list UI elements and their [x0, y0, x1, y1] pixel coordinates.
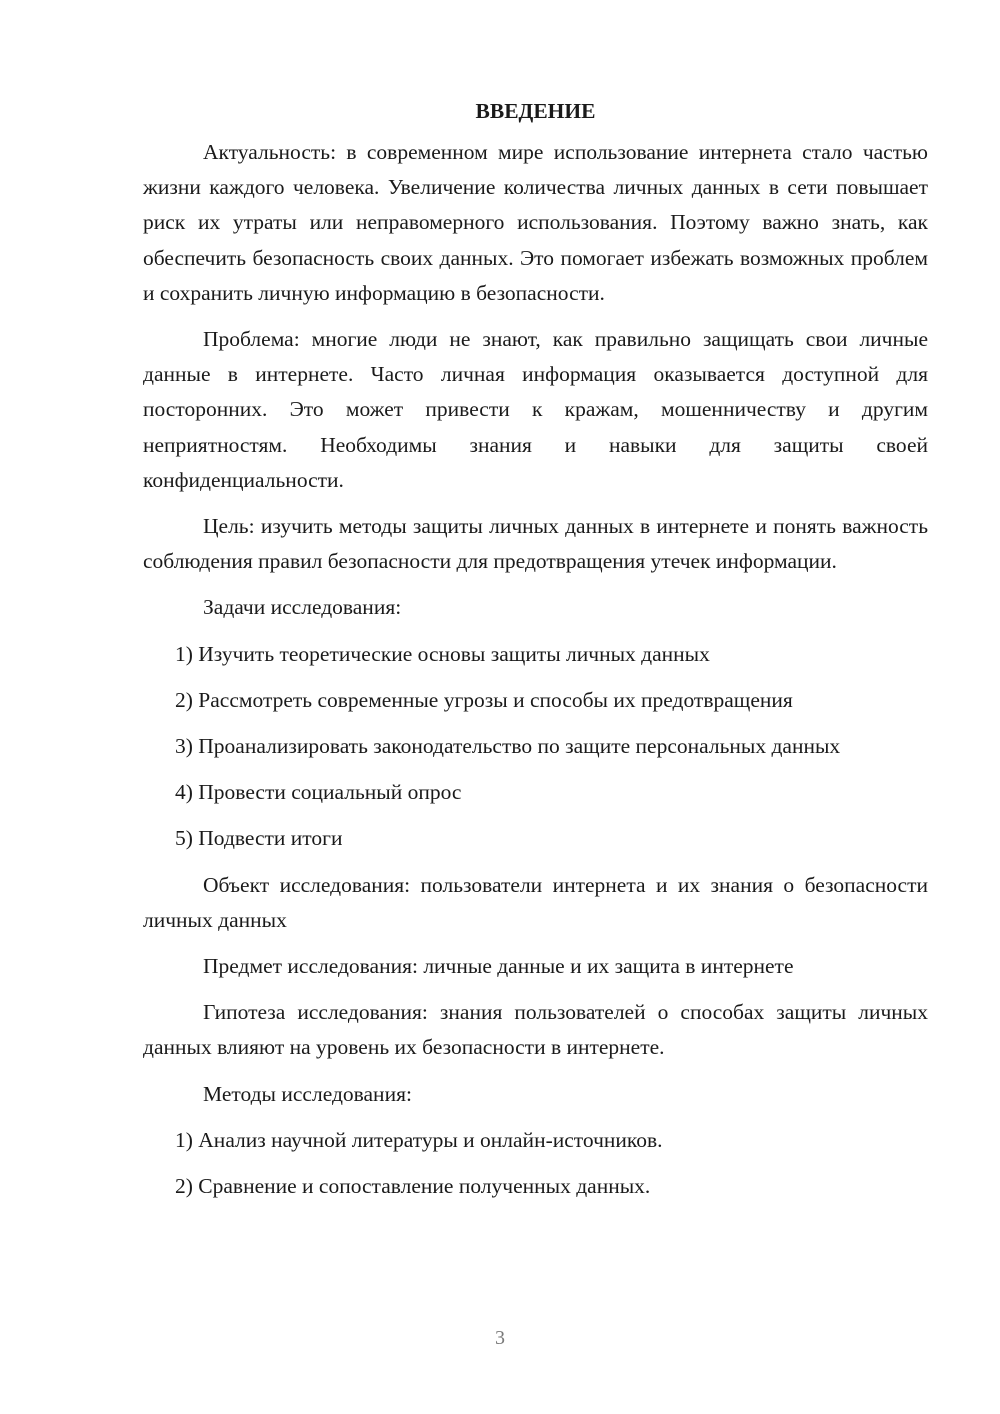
task-item: 3) Проанализировать законодательство по защите персональных данных — [175, 734, 841, 759]
task-item: 5) Подвести итоги — [175, 826, 343, 851]
problem-paragraph: Проблема: многие люди не знают, как правильно защищать свои личные данные в интернете. Часто личная информация оказывается доступной для посторонних. Это может привести к кражам, мошенничеству и другим неприятностям. Необходимы знания и навыки для защиты своей конфиденциальности. — [143, 327, 928, 492]
task-item: 1) Изучить теоретические основы защиты личных данных — [175, 641, 710, 666]
task-item: 2) Рассмотреть современные угрозы и способы их предотвращения — [175, 687, 793, 712]
document-page — [143, 96, 928, 1215]
methods-title: Методы исследования: — [203, 1081, 412, 1106]
subject-paragraph: Предмет исследования: личные данные и их защита в интернете — [203, 954, 794, 979]
method-item: 1) Анализ научной литературы и онлайн-источников. — [175, 1127, 663, 1152]
method-item: 2) Сравнение и сопоставление полученных данных. — [175, 1174, 651, 1199]
page-number: 3 — [495, 1327, 505, 1349]
section-heading: ВВЕДЕНИЕ — [475, 99, 596, 123]
task-item: 4) Провести социальный опрос — [175, 780, 462, 805]
goal-paragraph: Цель: изучить методы защиты личных данных в интернете и понять важность соблюдения правил безопасности для предотвращения утечек информации. — [143, 514, 928, 574]
object-paragraph: Объект исследования: пользователи интернета и их знания о безопасности личных данных — [143, 872, 928, 932]
hypothesis-paragraph: Гипотеза исследования: знания пользователей о способах защиты личных данных влияют на уровень их безопасности в интернете. — [143, 1000, 928, 1060]
tasks-title: Задачи исследования: — [203, 595, 402, 620]
relevance-paragraph: Актуальность: в современном мире использование интернета стало частью жизни каждого человека. Увеличение количества личных данных в сети повышает риск их утраты или неправомерного использования. Поэтому важно знать, как обеспечить безопасность своих данных. Это помогает избежать возможных проблем и сохранить личную информацию в безопасности. — [143, 140, 928, 305]
